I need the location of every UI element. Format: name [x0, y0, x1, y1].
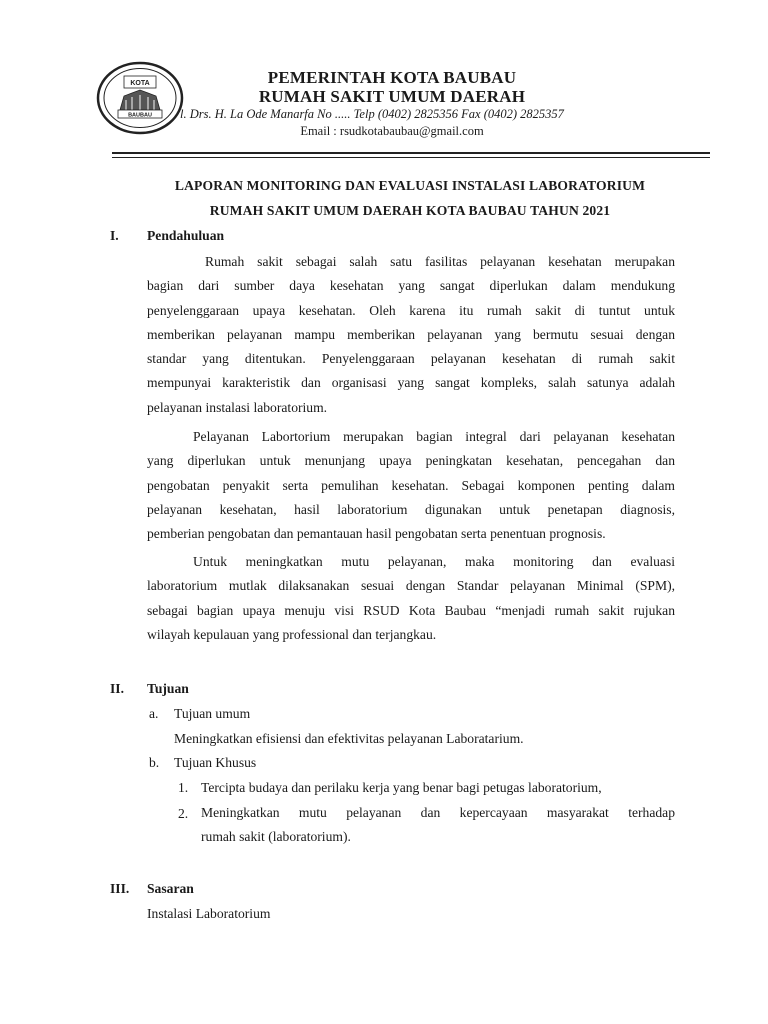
paragraph-line: Pelayanan Labortorium merupakan bagian integral dari pelayanan kesehatan — [193, 429, 675, 444]
report-title-line2: RUMAH SAKIT UMUM DAERAH KOTA BAUBAU TAHUN 2021 — [209, 203, 611, 218]
specific-objective-item2 — [201, 801, 675, 850]
paragraph-line: wilayah kepulauan yang professional dan terjangkau. — [147, 626, 437, 642]
paragraph-line: laboratorium mutlak dilaksanakan sesuai dengan Standar pelayanan Minimal (SPM), — [147, 578, 675, 594]
paragraph-line: pengobatan penyakit serta pemulihan kesehatan. Sebagai komponen penting dalam — [147, 477, 675, 493]
logo-text-bottom: BAUBAU — [128, 112, 152, 119]
letterhead-thin-rule — [112, 157, 710, 158]
section1-paragraph1 — [147, 250, 675, 420]
paragraph-line: yang diperlukan untuk menunjang upaya peningkatan kesehatan, pencegahan dan — [147, 453, 675, 469]
section1-paragraph3 — [147, 550, 675, 647]
section3-text: Instalasi Laboratorium — [147, 906, 271, 921]
letterhead-hospital: RUMAH SAKIT UMUM DAERAH — [258, 87, 526, 106]
letterhead-government: PEMERINTAH KOTA BAUBAU — [267, 68, 517, 87]
letterhead-email: Email : rsudkotabaubau@gmail.com — [300, 124, 484, 138]
specific-objective-item1: Tercipta budaya dan perilaku kerja yang benar bagi petugas laboratorium, — [201, 780, 602, 795]
section1-heading: Pendahuluan — [147, 228, 225, 243]
paragraph-line: memberikan pelayanan mampu memberikan pelayanan yang bermutu sesuai dengan — [147, 326, 675, 342]
paragraph-line: pemberian pengobatan dan pemantauan hasil pengobatan serta penentuan prognosis. — [147, 526, 606, 542]
general-objective-label: Tujuan umum — [174, 706, 251, 721]
paragraph-line: penyelenggaraan upaya kesehatan. Oleh karena itu rumah sakit di tuntut untuk — [147, 302, 675, 318]
paragraph-line: bagian dari sumber daya kesehatan yang sangat diperlukan dalam mendukung — [147, 278, 675, 294]
letterhead-address: l. Drs. H. La Ode Manarfa No ..... Telp (0402) 2825356 Fax (0402) 2825357 — [180, 107, 564, 121]
section3-heading: Sasaran — [147, 881, 194, 896]
paragraph-line: pelayanan instalasi laboratorium. — [147, 399, 328, 415]
paragraph-line: mempunyai karakteristik dan organisasi yang sangat kompleks, salah satunya adalah — [147, 375, 675, 391]
section3-number: III. — [110, 881, 130, 896]
item-number-1: 1. — [178, 780, 189, 795]
section2-heading: Tujuan — [147, 681, 189, 696]
section2-number: II. — [110, 681, 124, 696]
list-marker-b: b. — [149, 755, 160, 770]
paragraph-line: Untuk meningkatkan mutu pelayanan, maka monitoring dan evaluasi — [193, 554, 675, 569]
section1-paragraph2 — [147, 425, 675, 546]
report-title-line1: LAPORAN MONITORING DAN EVALUASI INSTALASI LABORATORIUM — [174, 178, 646, 193]
city-emblem-logo — [96, 60, 184, 136]
paragraph-line: Meningkatkan mutu pelayanan dan kepercayaan masyarakat terhadap — [201, 805, 675, 820]
letterhead-thick-rule — [112, 152, 710, 154]
specific-objective-label: Tujuan Khusus — [174, 755, 257, 770]
paragraph-line: rumah sakit (laboratorium). — [201, 829, 351, 845]
logo-text-top: KOTA — [130, 80, 150, 87]
general-objective-text: Meningkatkan efisiensi dan efektivitas pelayanan Laboratarium. — [174, 731, 524, 746]
item-number-2: 2. — [178, 806, 189, 821]
paragraph-line: sebagai bagian upaya menuju visi RSUD Kota Baubau “menjadi rumah sakit rujukan — [147, 602, 675, 618]
paragraph-line: standar yang ditentukan. Penyelenggaraan pelayanan kesehatan di rumah sakit — [147, 351, 675, 367]
list-marker-a: a. — [149, 706, 159, 721]
paragraph-line: pelayanan kesehatan, hasil laboratorium digunakan untuk penetapan diagnosis, — [147, 501, 675, 517]
paragraph-line: Rumah sakit sebagai salah satu fasilitas pelayanan kesehatan merupakan — [205, 254, 675, 269]
section1-number: I. — [110, 228, 119, 243]
